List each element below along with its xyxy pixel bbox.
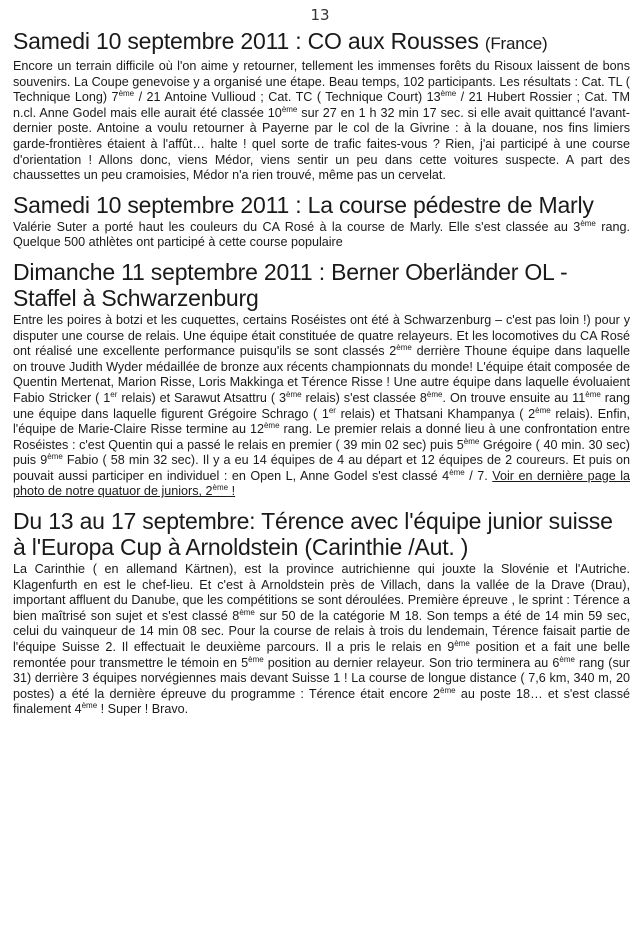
section-title: Du 13 au 17 septembre: Térence avec l'équipe junior suisse à l'Europa Cup à Arnoldstein (Carinthie /Aut. ) — [13, 508, 613, 561]
section-europa-cup — [13, 508, 630, 718]
section-schwarzenburg — [13, 259, 630, 500]
section-co-rousses — [13, 28, 630, 184]
document-page — [13, 28, 630, 726]
section-marly — [13, 192, 630, 251]
section-title: Samedi 10 septembre 2011 : La course pédestre de Marly — [13, 191, 594, 218]
title-suffix: (France) — [484, 34, 548, 53]
section-body: Valérie Suter a porté haut les couleurs du CA Rosé à la course de Marly. Elle s'est classée au 3ème rang. Quelque 500 athlètes ont participé à cette course populaire — [13, 218, 630, 250]
section-body: Entre les poires à botzi et les cuquettes, certains Roséistes ont été à Schwarzenburg – c'est pas loin !) pour y disputer une course de relais. Une équipe était constituée de quatre relayeurs. Et les locomotives du CA Rosé ont réalisé une excellente performance puisqu'ils se sont classés 2ème derrière Thoune équipe dans laquelle on trouve Judith Wyder médaillée de bronze aux récents championnats du monde! L'équipe était composée de Quentin Mertenat, Marion Risse, Loris Makkinga et Térence Risse ! Une autre équipe dans laquelle évoluaient Fabio Stricker ( 1er relais) et Sarawut Atsattru ( 3ème relais) s'est classée 8ème. On trouve ensuite au 11ème rang une équipe dans laquelle figurent Grégoire Schrago ( 1er relais) et Thatsani Khampanya ( 2ème relais). Enfin, l'équipe de Marie-Claire Risse termine au 12ème rang. Le premier relais a donné lieu à une confrontation entre Roséistes : c'est Quentin qui a passé le relais en premier ( 39 min 02 sec) puis 5ème Grégoire ( 40 min. 30 sec) puis 9ème Fabio ( 58 min 32 sec). Il y a eu 14 équipes de 4 au départ et 12 équipes de 2 coureurs. Et puis on pouvait aussi participer en individuel : en Open L, Anne Godel s'est classé 4ème / 7. Voir en dernière page la photo de notre quatuor de juniors, 2ème ! — [13, 312, 631, 499]
section-body: La Carinthie ( en allemand Kärtnen), est la province autrichienne qui jouxte la Slovénie et l'Autriche. Klagenfurth en est le chef-lieu. Et c'est à Arnoldstein près de Villach, dans la vallée de la Drave (Drau), important affluent du Danube, que les compétitions se sont déroulées. Première épreuve , le sprint : Térence a bien maîtrisé son sujet et s'est classé 8ème sur 50 de la catégorie M 18. Son temps a été de 14 min 59 sec, celui du vainqueur de 14 min 08 sec. Pour la course de relais à trois du lendemain, Térence faisait partie de l'équipe Suisse 2. Il effectuait le deuxième parcours. Il a pris le relais en 9ème position et a fait une belle remontée pour transmettre le témoin en 5ème position au dernier relayeur. Son trio terminera au 6ème rang (sur 31) derrière 3 équipes norvégiennes mais devant Suisse 1 ! La course de longue distance ( 7,6 km, 340 m, 20 postes) a été la dernière épreuve du programme : Térence était encore 2ème au poste 18… et s'est classé finalement 4ème ! Super ! Bravo. — [13, 562, 630, 717]
section-title: Dimanche 11 septembre 2011 : Berner Oberländer OL -Staffel à Schwarzenburg — [13, 258, 568, 311]
page-number: 13 — [310, 6, 330, 24]
section-body: Encore un terrain difficile où l'on aime y retourner, tellement les immenses forêts du Risoux laissent de bons souvenirs. La Coupe genevoise y a organisé une étape. Beau temps, 102 participants. Les résultats : Cat. TL ( Technique Long) 7ème / 21 Antoine Vullioud ; Cat. TC ( Technique Court) 13ème / 21 Hubert Rossier ; Cat. TM n.cl. Anne Godel mais elle aurait été classée 10ème sur 27 en 1 h 32 min 17 sec. si elle avait quittancé l'avant-dernier poste. Antoine a voulu retourner à Payerne par le col de la Givrine : à la douane, nos fins limiers garde-frontières étaient à l'affût… halte ! quel sorte de trafic faites-vous ? Rien, j'ai participé à une course d'orientation ! Allons donc, viens Médor, viens sentir un peu dans cette voitures suspecte. A part des chaussettes un peu cramoisies, Médor n'a rien trouvé, même pas un cervelat. — [13, 59, 630, 183]
section-title: Samedi 10 septembre 2011 : CO aux Rousses (France) — [13, 28, 548, 54]
last-page-photo-note: Voir en dernière page la photo de notre quatuor de juniors, 2ème ! — [13, 468, 631, 499]
